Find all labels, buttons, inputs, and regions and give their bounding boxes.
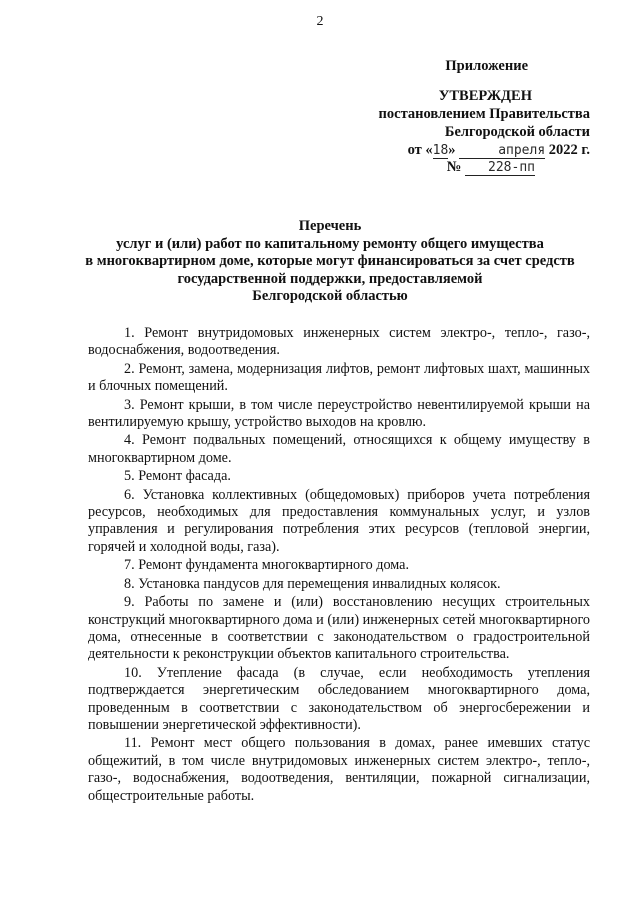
- list-item: 6. Установка коллективных (общедомовых) приборов учета потребления ресурсов, необходимых для предоставления коммунальных услуг, и узлов управления и регулирования потребления этих ресурсов (тепловой энергии, горячей и холодной воды, газа).: [88, 486, 590, 555]
- page-number: 2: [316, 14, 324, 29]
- title-line: в многоквартирном доме, которые могут финансироваться за счет средств: [85, 253, 575, 269]
- title-line: государственной поддержки, предоставляемой: [177, 270, 483, 287]
- list-item: 1. Ремонт внутридомовых инженерных систем электро-, тепло-, газо-, водоснабжения, водоотведения.: [88, 325, 590, 359]
- list-item: 8. Установка пандусов для перемещения инвалидных колясок.: [124, 575, 501, 592]
- approval-date: [408, 142, 590, 159]
- date-day: 18: [432, 143, 449, 158]
- date-year: 2022 г.: [548, 142, 590, 158]
- number-value: 228-пп: [465, 160, 535, 176]
- approval-line-region: Белгородской области: [444, 124, 590, 140]
- title-line: Перечень: [298, 218, 362, 234]
- list-item: 4. Ремонт подвальных помещений, относящихся к общему имуществу в многоквартирном доме.: [88, 432, 590, 466]
- title-line: Белгородской областью: [252, 288, 408, 304]
- list-item: 9. Работы по замене и (или) восстановлению несущих строительных конструкций многоквартирного дома и (или) инженерных сетей многоквартирного дома, отнесенные в соответствии с законодательством о градостроительной деятельности к реконструкции объектов капитального строительства.: [88, 594, 590, 663]
- number-prefix: №: [446, 159, 462, 175]
- approval-line-resolution: постановлением Правительства: [378, 106, 590, 122]
- list-item: 5. Ремонт фасада.: [124, 468, 231, 485]
- list-item: 7. Ремонт фундамента многоквартирного дома.: [124, 557, 410, 574]
- date-prefix: от «: [407, 142, 433, 158]
- title-line: услуг и (или) работ по капитальному ремонту общего имущества: [116, 235, 544, 252]
- approved-heading: УТВЕРЖДЕН: [438, 88, 532, 104]
- appendix-label: Приложение: [445, 58, 528, 74]
- list-item: 11. Ремонт мест общего пользования в домах, ранее имевших статус общежитий, в том числе внутридомовых инженерных систем электро-, тепло-, газо-, водоснабжения, водоотведения, вентиляции, пожарной сигнализации, общестроительные работы.: [88, 735, 590, 804]
- items-list: [88, 325, 590, 805]
- approval-number: [447, 159, 535, 176]
- list-item: 3. Ремонт крыши, в том числе переустройство невентилируемой крыши на вентилируемую крышу, устройство выходов на кровлю.: [88, 396, 590, 431]
- date-month: апреля: [459, 143, 545, 159]
- list-item: 2. Ремонт, замена, модернизация лифтов, ремонт лифтовых шахт, машинных и блочных помещений.: [88, 360, 590, 395]
- document-title: [60, 218, 600, 306]
- list-item: 10. Утепление фасада (в случае, если необходимость утепления подтверждается энергетическим обследованием многоквартирного дома, проведенным в соответствии с законодательством об энергосбережении и повышении энергетической эффективности).: [88, 664, 590, 733]
- date-mid: »: [448, 142, 456, 158]
